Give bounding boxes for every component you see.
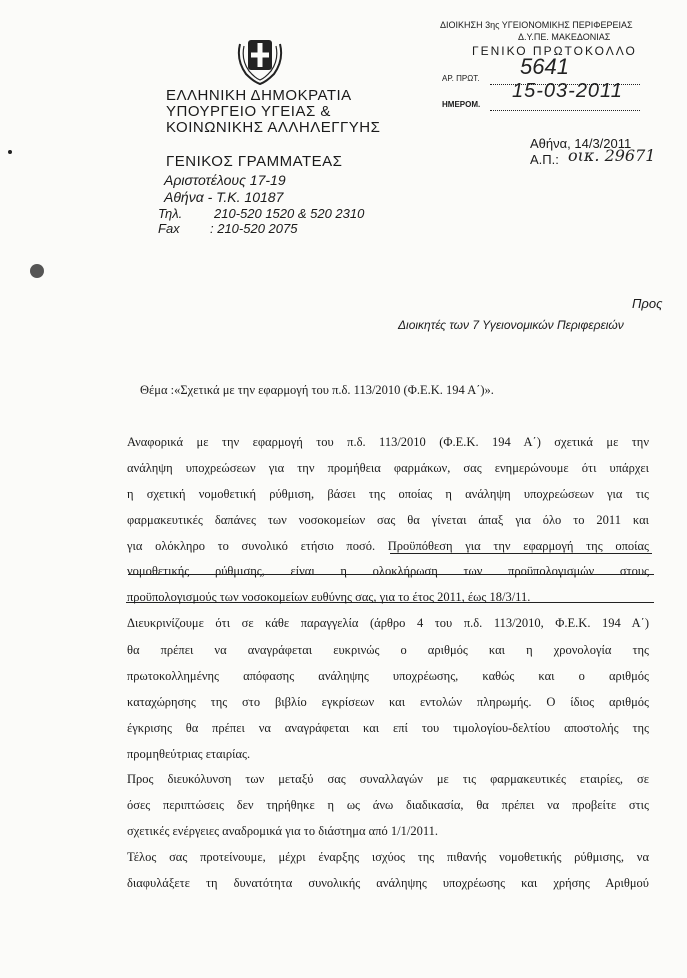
body-line: προμηθεύτριας εταιρίας. [127,747,251,761]
ministry-heading-1: ΥΠΟΥΡΓΕΙΟ ΥΓΕΙΑΣ & [166,103,331,120]
recipient: Διοικητές των 7 Υγειονομικών Περιφερειών [398,318,624,332]
republic-heading: ΕΛΛΗΝΙΚΗ ΔΗΜΟΚΡΑΤΙΑ [166,87,352,104]
punch-hole [30,264,44,278]
tel-label: Τηλ. [158,206,183,221]
protocol-stamp [420,20,670,110]
underline-1 [390,553,652,554]
stamp-line-2: Δ.Υ.ΠΕ. ΜΑΚΕΔΟΝΙΑΣ [518,32,611,42]
stamp-prot-label: ΑΡ. ΠΡΩΤ. [442,74,480,83]
body-line: σχετικές ενέργειες αναδρομικά για το διάστημα από 1/1/2011. [127,824,439,838]
ap-value: οικ. 29671 [568,146,656,165]
document-date: Αθήνα, 14/3/2011 [530,136,632,151]
underline-2 [128,574,654,575]
stamp-prot-value: 5641 [520,54,569,79]
body-line: Τέλος σας προτείνουμε, μέχρι έναρξης ισχύος της πιθανής νομοθετικής ρύθμισης, να [127,850,649,864]
tel-value: 210-520 1520 & 520 2310 [214,206,365,221]
ap-label: Α.Π.: [530,152,559,167]
stamp-date-label: ΗΜΕΡΟΜ. [442,100,481,109]
greek-emblem-icon [232,30,288,86]
city: Αθήνα - Τ.Κ. 10187 [164,189,284,205]
subject-line: Θέμα :«Σχετικά με την εφαρμογή του π.δ. 113/2010 (Φ.Ε.Κ. 194 Α΄)». [140,383,494,397]
fax-value: : 210-520 2075 [210,221,298,236]
underline-3 [126,602,654,603]
body-line: Προς διευκόλυνση των μεταξύ σας συναλλαγών με τις φαρμακευτικές εταιρίες, σε [127,772,649,786]
office-heading: ΓΕΝΙΚΟΣ ΓΡΑΜΜΑΤΕΑΣ [166,153,343,170]
body-line: Αναφορικά με την εφαρμογή του π.δ. 113/2010 (Φ.Ε.Κ. 194 Α΄) σχετικά με την [127,435,649,449]
body-line: πρωτοκολλημένης απόφασης ανάληψης υποχρέωσης, καθώς και ο αριθμός [127,669,649,683]
body-line: καταχώρησης της στο βιβλίο εγκρίσεων και εντολών πληρωμής. Ο ίδιος αριθμός [127,695,649,709]
body-line: έγκρισης θα πρέπει να αναγράφεται και επί του τιμολογίου-δελτίου αποστολής της [127,721,649,735]
body-line: Διευκρινίζουμε ότι σε κάθε παραγγελία (άρθρο 4 του π.δ. 113/2010, Φ.Ε.Κ. 194 Α΄) [127,616,649,630]
ministry-heading-2: ΚΟΙΝΩΝΙΚΗΣ ΑΛΛΗΛΕΓΓΥΗΣ [166,119,381,136]
fax-label: Fax [158,221,180,236]
body-line: ανάληψη υποχρεώσεων για την προμήθεια φαρμάκων, σας ενημερώνουμε ότι υπάρχει [127,461,649,475]
body-line: νομοθετικής ρύθμισης, είναι η ολοκλήρωση των προϋπολογισμών στους [127,564,649,578]
stamp-title: ΓΕΝΙΚΟ ΠΡΩΤΟΚΟΛΛΟ [472,44,637,58]
address: Αριστοτέλους 17-19 [164,172,286,188]
body-line: για ολόκληρο το συνολικό ετήσιο ποσό. Προϋπόθεση για την εφαρμογή της οποίας [127,539,649,553]
body-line: φαρμακευτικές δαπάνες των νοσοκομείων σας θα γίνεται άπαξ για όλο το 2011 και [127,513,649,527]
stamp-line-1: ΔΙΟΙΚΗΣΗ 3ης ΥΓΕΙΟΝΟΜΙΚΗΣ ΠΕΡΙΦΕΡΕΙΑΣ [440,20,633,30]
body-line: προϋπολογισμούς των νοσοκομείων ευθύνης σας, για το έτος 2011, έως 18/3/11. [127,590,531,604]
margin-mark [8,150,12,154]
stamp-date-value: 15-03-2011 [512,80,623,102]
body-line: θα πρέπει να αναγράφεται ευκρινώς ο αριθμός και η χρονολογία της [127,643,649,657]
body-line: η σχετική νομοθετική ρύθμιση, βάσει της οποίας η ανάληψη υποχρεώσεων για τις [127,487,649,501]
body-line: διαφυλάξετε τη δυνατότητα συνολικής ανάληψης υποχρέωσης και χρήσης Αριθμού [127,876,649,890]
body-line: όσες περιπτώσεις δεν τηρήθηκε η ως άνω διαδικασία, θα πρέπει να προβείτε στις [127,798,649,812]
pros-label: Προς [632,296,663,311]
